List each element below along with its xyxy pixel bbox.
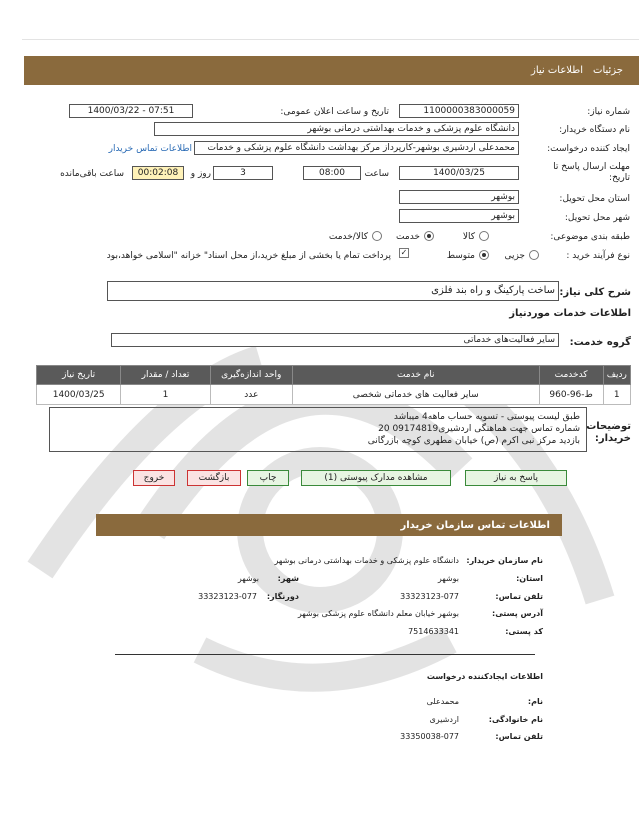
tab-need-info[interactable]: اطلاعات نیاز bbox=[531, 65, 583, 76]
purchase-radio-medium[interactable] bbox=[479, 250, 489, 260]
services-section-title: اطلاعات خدمات موردنیاز bbox=[509, 308, 631, 319]
contact-address-label: آدرس پستی: bbox=[492, 609, 543, 618]
category-radio-service[interactable] bbox=[424, 231, 434, 241]
announce-label: تاریخ و ساعت اعلان عمومی: bbox=[280, 107, 389, 117]
attachments-button[interactable]: مشاهده مدارک پیوستی (1) bbox=[301, 470, 451, 486]
purchase-option-medium: متوسط bbox=[446, 251, 475, 261]
top-divider bbox=[22, 39, 639, 40]
contact-divider bbox=[115, 654, 535, 655]
buyer-notes-label: توضیحات خریدار: bbox=[586, 421, 631, 444]
contact-title: اطلاعات تماس سازمان خریدار bbox=[400, 520, 550, 531]
summary-field: ساخت پارکینگ و راه بند فلزی bbox=[107, 281, 559, 301]
contact-fax-label: دورنگار: bbox=[266, 592, 299, 601]
contact-address-value: بوشهر خیابان معلم دانشگاه علوم پزشکی بوشهر bbox=[297, 609, 459, 618]
buyer-org-label: نام دستگاه خریدار: bbox=[559, 125, 630, 135]
cell-code: ط-96-960 bbox=[539, 385, 603, 405]
creator-name-label: نام: bbox=[527, 697, 543, 706]
cell-row: 1 bbox=[603, 385, 630, 405]
col-row: ردیف bbox=[603, 366, 630, 385]
contact-province-label: استان: bbox=[516, 574, 543, 583]
tab-details[interactable]: جزئیات bbox=[593, 65, 623, 76]
creator-name-value: محمدعلی bbox=[426, 697, 459, 706]
remaining-time-field: 00:02:08 bbox=[132, 166, 184, 180]
col-unit: واحد اندازه‌گیری bbox=[210, 366, 292, 385]
col-qty: تعداد / مقدار bbox=[121, 366, 210, 385]
city-label: شهر محل تحویل: bbox=[564, 213, 630, 223]
purchase-radio-minor[interactable] bbox=[529, 250, 539, 260]
creator-title: اطلاعات ایجادکننده درخواست bbox=[426, 672, 543, 681]
table-row bbox=[37, 385, 631, 405]
summary-label: شرح کلی نیاز: bbox=[559, 287, 631, 298]
buyer-note-line: بازدید مرکز نبی اکرم (ص) خیابان مطهری کوچه بازرگانی bbox=[367, 436, 580, 446]
cell-date: 1400/03/25 bbox=[37, 385, 121, 405]
creator-family-label: نام خانوادگی: bbox=[488, 715, 543, 724]
category-option-both: کالا/خدمت bbox=[328, 232, 368, 242]
requester-label: ایجاد کننده درخواست: bbox=[547, 144, 630, 154]
exit-button[interactable]: خروج bbox=[133, 470, 175, 486]
purchase-option-minor: جزیی bbox=[504, 251, 525, 261]
buyer-contact-link[interactable]: اطلاعات تماس خریدار bbox=[108, 144, 192, 154]
purchase-type-label: نوع فرآیند خرید : bbox=[566, 251, 630, 261]
city-field: بوشهر bbox=[399, 209, 519, 223]
deadline-time-label: ساعت bbox=[364, 169, 389, 179]
creator-family-value: اردشیری bbox=[429, 715, 459, 724]
creator-phone-label: تلفن تماس: bbox=[495, 732, 543, 741]
contact-postal-value: 7514633341 bbox=[408, 627, 459, 636]
col-name: نام خدمت bbox=[292, 366, 539, 385]
announce-field: 1400/03/22 - 07:51 bbox=[69, 104, 193, 118]
back-button[interactable]: بازگشت bbox=[187, 470, 241, 486]
contact-phone-label: تلفن تماس: bbox=[495, 592, 543, 601]
services-table bbox=[36, 365, 631, 405]
contact-postal-label: کد پستی: bbox=[505, 627, 543, 636]
category-option-service: خدمت bbox=[396, 232, 420, 242]
reply-button[interactable]: پاسخ به نیاز bbox=[465, 470, 567, 486]
creator-phone-value: 33350038-077 bbox=[400, 732, 459, 741]
category-label: طبقه بندی موضوعی: bbox=[550, 232, 630, 242]
payment-note: پرداخت تمام یا بخشی از مبلغ خرید،از محل اسناد" خزانه "اسلامی خواهد،بود bbox=[106, 251, 391, 261]
cell-unit: عدد bbox=[210, 385, 292, 405]
contact-city-value: بوشهر bbox=[237, 574, 259, 583]
province-label: استان محل تحویل: bbox=[559, 194, 630, 204]
category-radio-both[interactable] bbox=[372, 231, 382, 241]
deadline-time-field: 08:00 bbox=[303, 166, 361, 180]
payment-checkbox[interactable]: ✓ bbox=[400, 248, 408, 257]
deadline-date-field: 1400/03/25 bbox=[399, 166, 519, 180]
contact-org-value: دانشگاه علوم پزشکی و خدمات بهداشتی درمانی بوشهر bbox=[274, 556, 459, 565]
col-code: کدخدمت bbox=[539, 366, 603, 385]
remaining-label: ساعت باقی‌مانده bbox=[60, 169, 124, 179]
col-date: تاریخ نیاز bbox=[37, 366, 121, 385]
contact-org-label: نام سازمان خریدار: bbox=[466, 556, 543, 565]
need-number-field: 1100000383000059 bbox=[399, 104, 519, 118]
requester-field: محمدعلی اردشیری بوشهر-کارپرداز مرکز بهداشت دانشگاه علوم پزشکی و خدمات bbox=[194, 141, 519, 155]
service-group-field: سایر فعالیت‌های خدماتی bbox=[111, 333, 559, 347]
buyer-note-line: شماره تماس جهت هماهنگی اردشیری09174819 20 bbox=[378, 424, 580, 434]
buyer-org-field: دانشگاه علوم پزشکی و خدمات بهداشتی درمانی بوشهر bbox=[154, 122, 519, 136]
category-radio-goods[interactable] bbox=[479, 231, 489, 241]
province-field: بوشهر bbox=[399, 190, 519, 204]
deadline-label: مهلت ارسال پاسخ تا تاریخ: bbox=[553, 162, 630, 183]
contact-section-header bbox=[96, 514, 562, 536]
need-number-label: شماره نیاز: bbox=[587, 107, 630, 117]
contact-fax-value: 33323123-077 bbox=[198, 592, 257, 601]
category-option-goods: کالا bbox=[462, 232, 475, 242]
contact-province-value: بوشهر bbox=[437, 574, 459, 583]
cell-qty: 1 bbox=[121, 385, 210, 405]
contact-city-label: شهر: bbox=[277, 574, 299, 583]
cell-name: سایر فعالیت های خدماتی شخصی bbox=[292, 385, 539, 405]
print-button[interactable]: چاپ bbox=[247, 470, 289, 486]
contact-phone-value: 33323123-077 bbox=[400, 592, 459, 601]
buyer-notes-box bbox=[49, 407, 587, 452]
service-group-label: گروه خدمت: bbox=[569, 337, 631, 348]
days-label: روز و bbox=[190, 169, 211, 179]
page-header bbox=[24, 56, 639, 85]
buyer-note-line: طبق لیست پیوستی - تسویه حساب ماهه4 میباشد bbox=[393, 412, 580, 422]
services-table-header bbox=[37, 366, 631, 385]
days-field: 3 bbox=[213, 166, 273, 180]
